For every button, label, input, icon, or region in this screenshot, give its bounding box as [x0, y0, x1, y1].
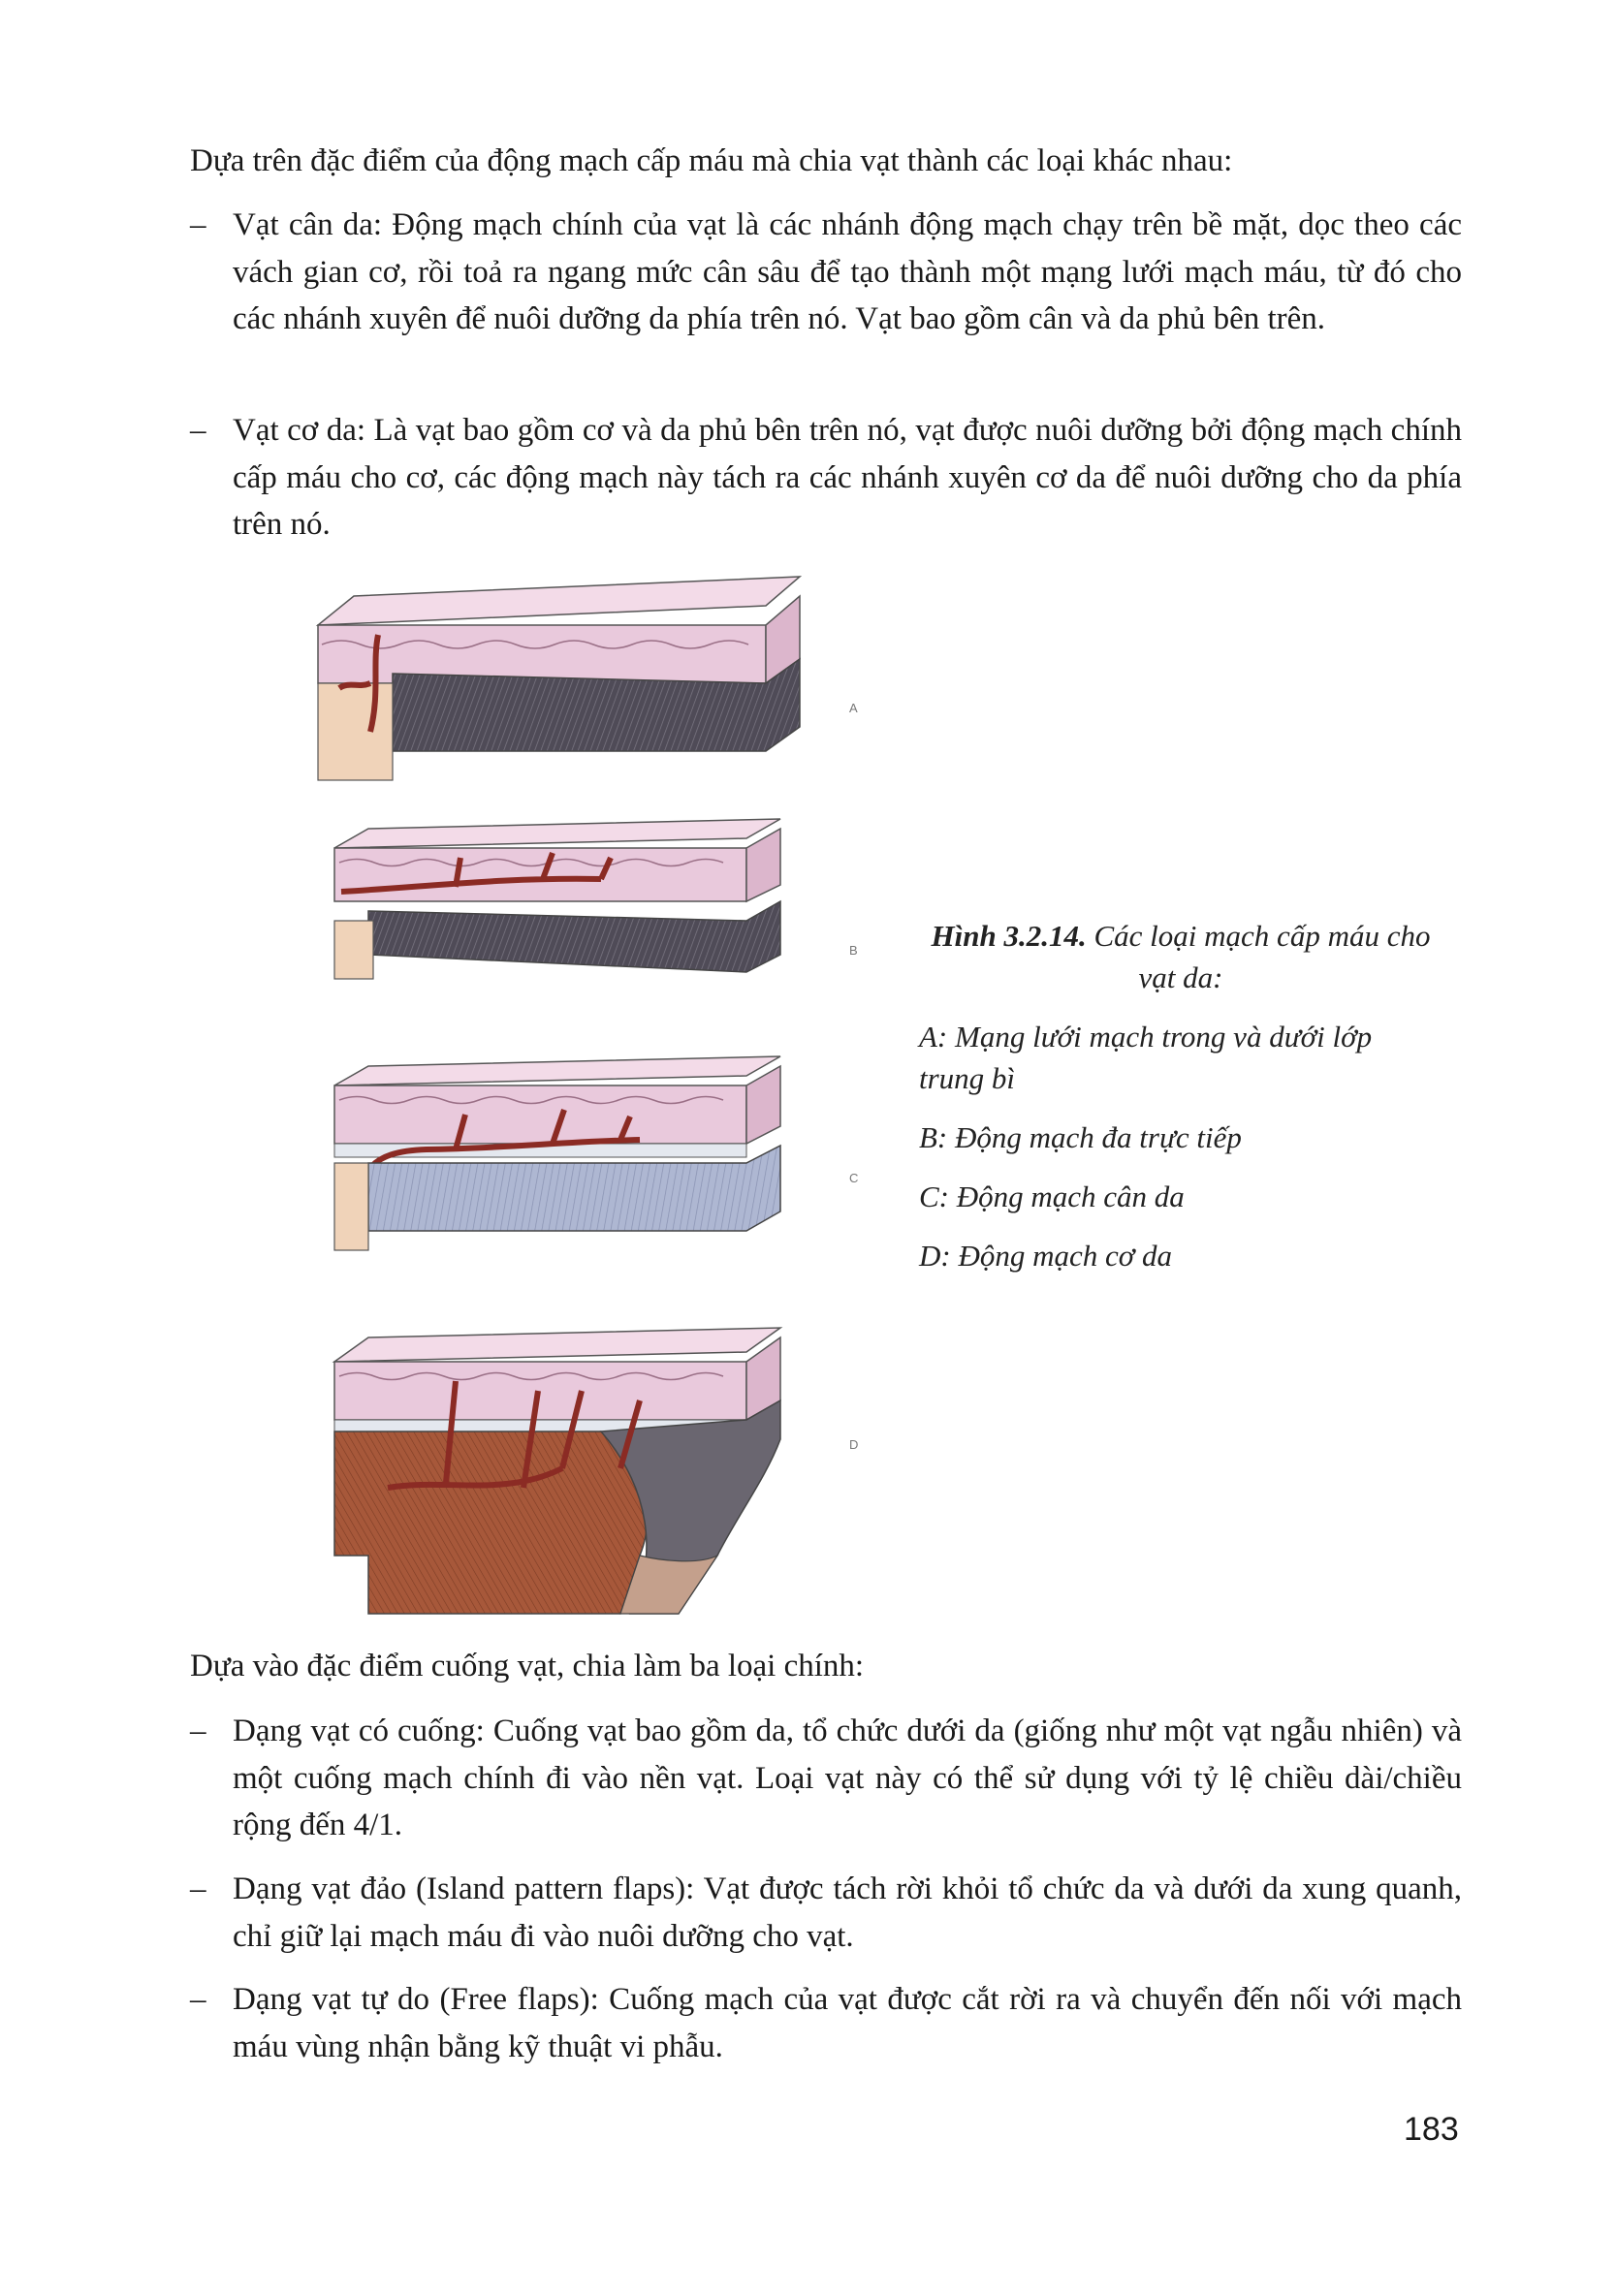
panel-b — [334, 819, 858, 979]
bullet-text: Vạt cân da: Động mạch chính của vạt là các nhánh động mạch chạy trên bề mặt, dọc theo các vách gian cơ, rồi toả ra ngang mức cân sâu để tạo thành một mạng lưới mạch máu, từ đó cho các nhánh xuyên để nuôi dưỡng da phía trên nó. Vạt bao gồm cân và da phủ bên trên. — [233, 207, 1462, 336]
figure-caption — [919, 915, 1442, 1294]
caption-title-block — [919, 915, 1442, 998]
caption-item-d: D: Động mạch cơ da — [919, 1239, 1173, 1273]
panel-letter-a: A — [849, 701, 858, 715]
panel-d — [334, 1328, 858, 1614]
caption-label: Hình 3.2.14. — [931, 919, 1087, 953]
intro2-paragraph: Dựa vào đặc điểm cuống vạt, chia làm ba loại chính: — [190, 1649, 865, 1683]
bullet-pedicle-flap — [190, 1708, 1462, 1849]
bullet-free-flap — [190, 1976, 1462, 2070]
panel-letter-c: C — [849, 1171, 859, 1185]
bullet-text: Dạng vạt đảo (Island pattern flaps): Vạt được tách rời khỏi tổ chức da và dưới da xung quanh, chỉ giữ lại mạch máu đi vào nuôi dưỡng cho vạt. — [233, 1871, 1462, 1954]
page-number: 183 — [1404, 2111, 1459, 2148]
caption-title: Các loại mạch cấp máu cho vạt da: — [1093, 919, 1431, 994]
flap-illustration — [310, 567, 892, 1633]
bullet-text: Vạt cơ da: Là vạt bao gồm cơ và da phủ bên trên nó, vạt được nuôi dưỡng bởi động mạch chính cấp máu cho cơ, các động mạch này tách ra các nhánh xuyên cơ da để nuôi dưỡng cho da phía trên nó. — [233, 413, 1462, 542]
bullet-musculocutaneous — [190, 407, 1462, 549]
caption-item-a: A: Mạng lưới mạch trong và dưới lớp trung bì — [919, 1020, 1373, 1095]
caption-item-c: C: Động mạch cân da — [919, 1179, 1185, 1213]
intro-paragraph: Dựa trên đặc điểm của động mạch cấp máu mà chia vạt thành các loại khác nhau: — [190, 143, 1233, 178]
bullet-dash: – — [190, 207, 206, 242]
bullet-island-flap — [190, 1866, 1462, 1960]
bullet-dash: – — [190, 1982, 206, 2017]
panel-letter-d: D — [849, 1437, 859, 1452]
bullet-dash: – — [190, 1714, 206, 1748]
bullet-fasciocutaneous — [190, 202, 1462, 343]
panel-c — [334, 1056, 858, 1250]
bullet-dash: – — [190, 413, 206, 448]
bullet-text: Dạng vạt có cuống: Cuống vạt bao gồm da, tổ chức dưới da (giống như một vạt ngẫu nhiên) và một cuống mạch chính đi vào nền vạt. Loại vạt này có thể sử dụng với tỷ lệ chiều dài/chiều rộng đến 4/1. — [233, 1714, 1462, 1842]
panel-letter-b: B — [849, 943, 858, 958]
bullet-text: Dạng vạt tự do (Free flaps): Cuống mạch của vạt được cắt rời ra và chuyển đến nối với mạch máu vùng nhận bằng kỹ thuật vi phẫu. — [233, 1982, 1462, 2064]
bullet-dash: – — [190, 1871, 206, 1906]
caption-item-b: B: Động mạch đa trực tiếp — [919, 1120, 1242, 1154]
panel-a — [318, 577, 858, 780]
